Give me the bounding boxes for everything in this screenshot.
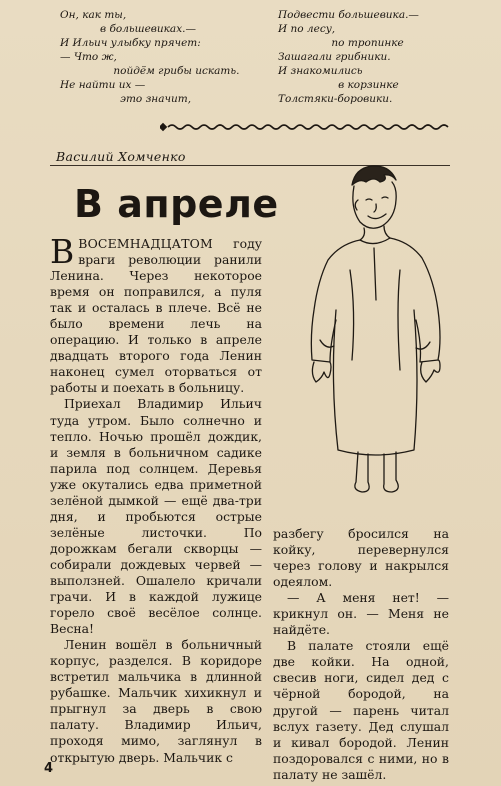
poem-line: Он, как ты,: [60, 9, 127, 21]
poem-line: в большевиках.—: [60, 23, 196, 35]
wavy-divider-ornament: [160, 121, 450, 133]
poem-line: по тропинке: [278, 37, 404, 49]
paragraph: — А меня нет! — крикнул он. — Меня не найдёте.: [273, 590, 449, 638]
poem-line: в корзинке: [278, 79, 399, 91]
paragraph: разбегу бросился на койку, перевернулся через голову и накрылся одеялом.: [273, 526, 449, 590]
paragraph: Приехал Владимир Ильич туда утром. Было солнечно и тепло. Ночью прошёл дождик, и земля в больничном садике парила под солнцем. Деревья уже окутались едва приметной зелёной дымкой — ещё два-три дня, и пробьются острые зелёные листочки. По дорожкам бегали скворцы — собирали дождевых червей — выползней. Ошалело кричали грачи. И в каждой лужице горело своё весёлое солнце. Весна!: [50, 396, 262, 637]
page-number: 4: [44, 761, 54, 776]
poem-line: Толстяки-боровики.: [278, 93, 393, 105]
poem-left-column: [60, 8, 260, 106]
drop-cap: В: [50, 232, 75, 271]
poem-line: Подвести большевика.—: [278, 9, 419, 21]
paragraph: [50, 232, 262, 396]
poem-line: — Что ж,: [60, 51, 117, 63]
article-title: В апреле: [74, 182, 279, 226]
poem-line: И по лесу,: [278, 23, 336, 35]
author-name: Василий Хомченко: [56, 149, 186, 164]
poem-line: И Ильич улыбку прячет:: [60, 37, 201, 49]
text-column-right: [273, 526, 449, 783]
poem-line: Не найти их —: [60, 79, 146, 91]
poem-line: Зашагали грибники.: [278, 51, 391, 63]
paragraph-text: году враги революции ранили Ленина. Через некоторое время он поправился, а пуля так и осталась в плече. Всё не было времени лечь на операцию. И только в апреле двадцать второго года Ленин наконец сумел оторваться от работы и поехать в больницу.: [50, 236, 262, 396]
boy-in-long-shirt-drawing-icon: [300, 160, 450, 500]
poem-line: пойдём грибы искать.: [60, 65, 240, 77]
paragraph: Ленин вошёл в больничный корпус, разделся. В коридоре встретил мальчика в длинной рубашке. Мальчик хихикнул и прыгнул за дверь в свою палату. Владимир Ильич, проходя мимо, заглянул в открытую дверь. Мальчик с: [50, 637, 262, 765]
poem-right-column: [278, 8, 478, 106]
poem-line: это значит,: [60, 93, 192, 105]
paragraph: В палате стояли ещё две койки. На одной, свесив ноги, сидел дед с чёрной бородой, на другой — парень читал вслух газету. Дед слушал и кивал бородой. Ленин поздоровался с ними, но в палату не зашёл.: [273, 638, 449, 782]
lead-word: ВОСЕМНАДЦАТОМ: [78, 236, 213, 251]
text-column-left: [50, 232, 262, 766]
poem-line: И знакомились: [278, 65, 363, 77]
